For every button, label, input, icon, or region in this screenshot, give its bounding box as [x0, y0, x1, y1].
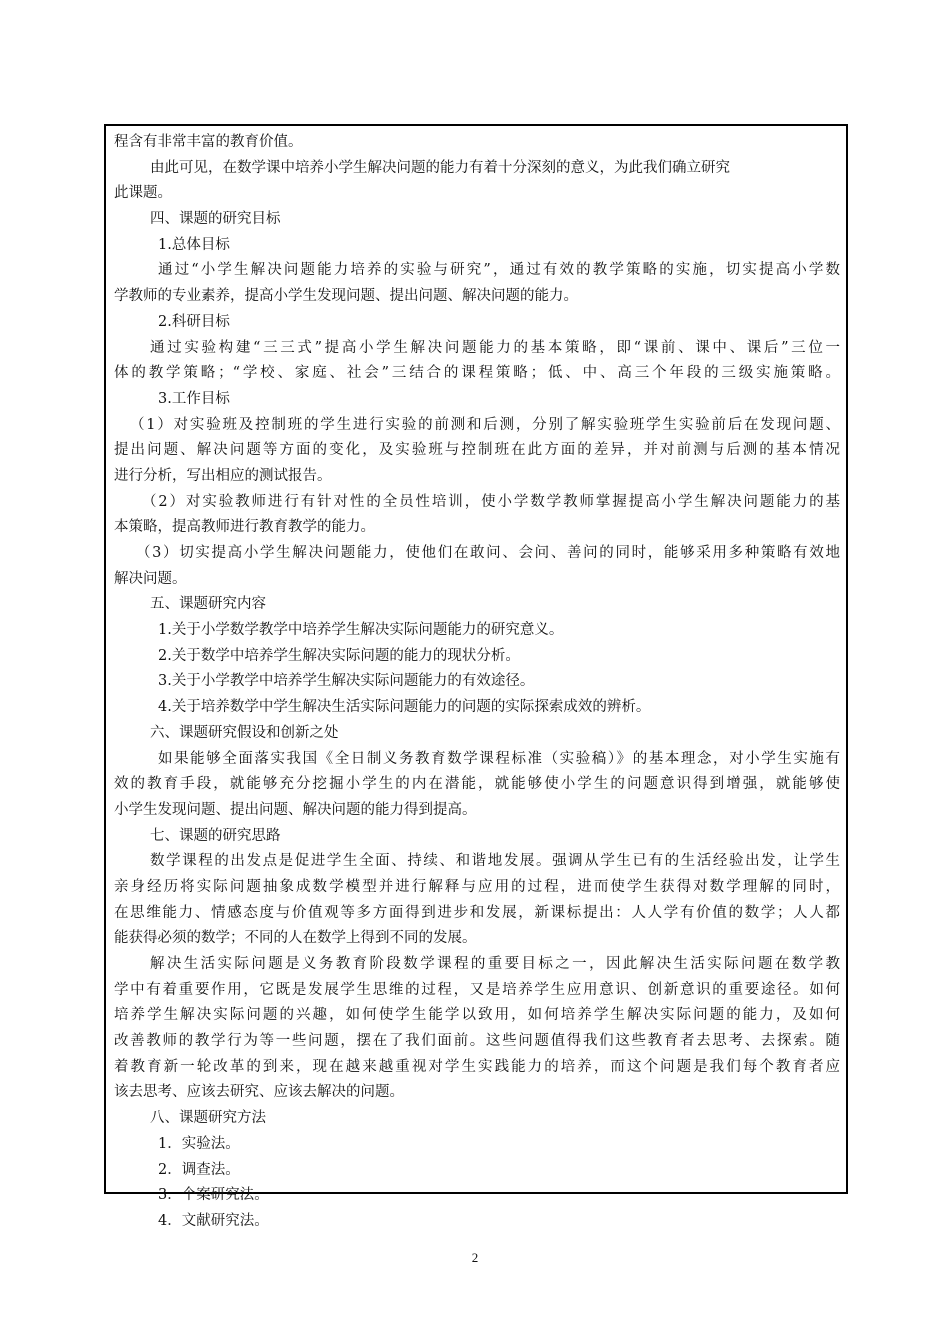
list-item: 1．实验法。: [158, 1135, 240, 1152]
text-line: 在思维能力、情感态度与价值观等多方面得到进步和发展，新课标提出：人人学有价值的数学；人人都: [114, 904, 840, 921]
section-heading: 五、课题研究内容: [150, 596, 266, 613]
list-item: 4．文献研究法。: [158, 1212, 269, 1229]
subsection-heading: 3.工作目标: [158, 390, 230, 407]
text-line: 效的教育手段，就能够充分挖掘小学生的内在潜能，就能够使小学生的问题意识得到增强，就能够使: [114, 776, 840, 793]
list-item: 3．个案研究法。: [158, 1187, 269, 1204]
text-line: 学教师的专业素养，提高小学生发现问题、提出问题、解决问题的能力。: [114, 288, 578, 305]
text-line: 解决生活实际问题是义务教育阶段数学课程的重要目标之一，因此解决生活实际问题在数学教: [150, 956, 840, 972]
text-line: 该去思考、应该去研究、应该去解决的问题。: [114, 1084, 404, 1101]
text-line: 亲身经历将实际问题抽象成数学模型并进行解释与应用的过程，进而使学生获得对数学理解的同时，: [114, 878, 840, 895]
subsection-heading: 2.科研目标: [158, 313, 230, 330]
page-number: 2: [471, 1250, 479, 1265]
text-line: 由此可见，在数学课中培养小学生解决问题的能力有着十分深刻的意义，为此我们确立研究: [150, 159, 730, 176]
text-line: 本策略，提高教师进行教育教学的能力。: [114, 519, 375, 536]
text-line: 学中有着重要作用，它既是发展学生思维的过程，又是培养学生应用意识、创新意识的重要途径。如何: [114, 981, 840, 998]
text-line: （2）对实验教师进行有针对性的全员性培训，使小学数学教师掌握提高小学生解决问题能力的基: [142, 493, 840, 510]
text-line: 小学生发现问题、提出问题、解决问题的能力得到提高。: [114, 801, 477, 818]
text-line: （3）切实提高小学生解决问题能力，使他们在敢问、会问、善问的同时，能够采用多种策略有效地: [136, 545, 840, 561]
text-line: 能获得必须的数学；不同的人在数学上得到不同的发展。: [114, 930, 477, 947]
text-line: 通过“小学生解决问题能力培养的实验与研究”，通过有效的教学策略的实施，切实提高小学数: [158, 262, 840, 279]
text-line: 解决问题。: [114, 570, 187, 587]
text-line: （1）对实验班及控制班的学生进行实验的前测和后测，分别了解实验班学生实验前后在发现问题、: [130, 416, 840, 433]
text-line: 程含有非常丰富的教育价值。: [114, 134, 303, 150]
list-item: 3.关于小学教学中培养学生解决实际问题能力的有效途径。: [158, 673, 535, 690]
subsection-heading: 1.总体目标: [158, 236, 230, 253]
text-line: 提出问题、解决问题等方面的变化，及实验班与控制班在此方面的差异，并对前测与后测的基本情况: [114, 442, 840, 459]
text-line: 改善教师的教学行为等一些问题，摆在了我们面前。这些问题值得我们这些教育者去思考、去探索。随: [114, 1033, 840, 1050]
text-line: 培养学生解决实际问题的兴趣，如何使学生能学以致用，如何培养学生解决实际问题的能力，及如何: [114, 1007, 840, 1024]
list-item: 1.关于小学数学教学中培养学生解决实际问题能力的研究意义。: [158, 622, 564, 639]
content-box: [104, 124, 848, 1229]
text-line: 进行分析，写出相应的测试报告。: [114, 467, 332, 484]
text-line: 通过实验构建“三三式”提高小学生解决问题能力的基本策略，即“课前、课中、课后”三位一: [150, 339, 840, 356]
text-line: 如果能够全面落实我国《全日制义务教育数学课程标准（实验稿）》的基本理念，对小学生实施有: [158, 750, 840, 767]
text-line: 体的教学策略；“学校、家庭、社会”三结合的课程策略；低、中、高三个年段的三级实施策略。: [114, 365, 840, 382]
section-heading: 七、课题的研究思路: [150, 827, 281, 844]
text-line: 着教育新一轮改革的到来，现在越来越重视对学生实践能力的培养，而这个问题是我们每个教育者应: [114, 1058, 840, 1075]
section-heading: 六、课题研究假设和创新之处: [150, 724, 339, 741]
text-line: 数学课程的出发点是促进学生全面、持续、和谐地发展。强调从学生已有的生活经验出发，让学生: [150, 853, 840, 870]
list-item: 2.关于数学中培养学生解决实际问题的能力的现状分析。: [158, 647, 520, 664]
text-line: 此课题。: [114, 185, 172, 202]
section-heading: 八、课题研究方法: [150, 1110, 266, 1127]
section-heading: 四、课题的研究目标: [150, 211, 281, 228]
list-item: 4.关于培养数学中学生解决生活实际问题能力的问题的实际探索成效的辨析。: [158, 699, 651, 716]
list-item: 2．调查法。: [158, 1161, 240, 1178]
